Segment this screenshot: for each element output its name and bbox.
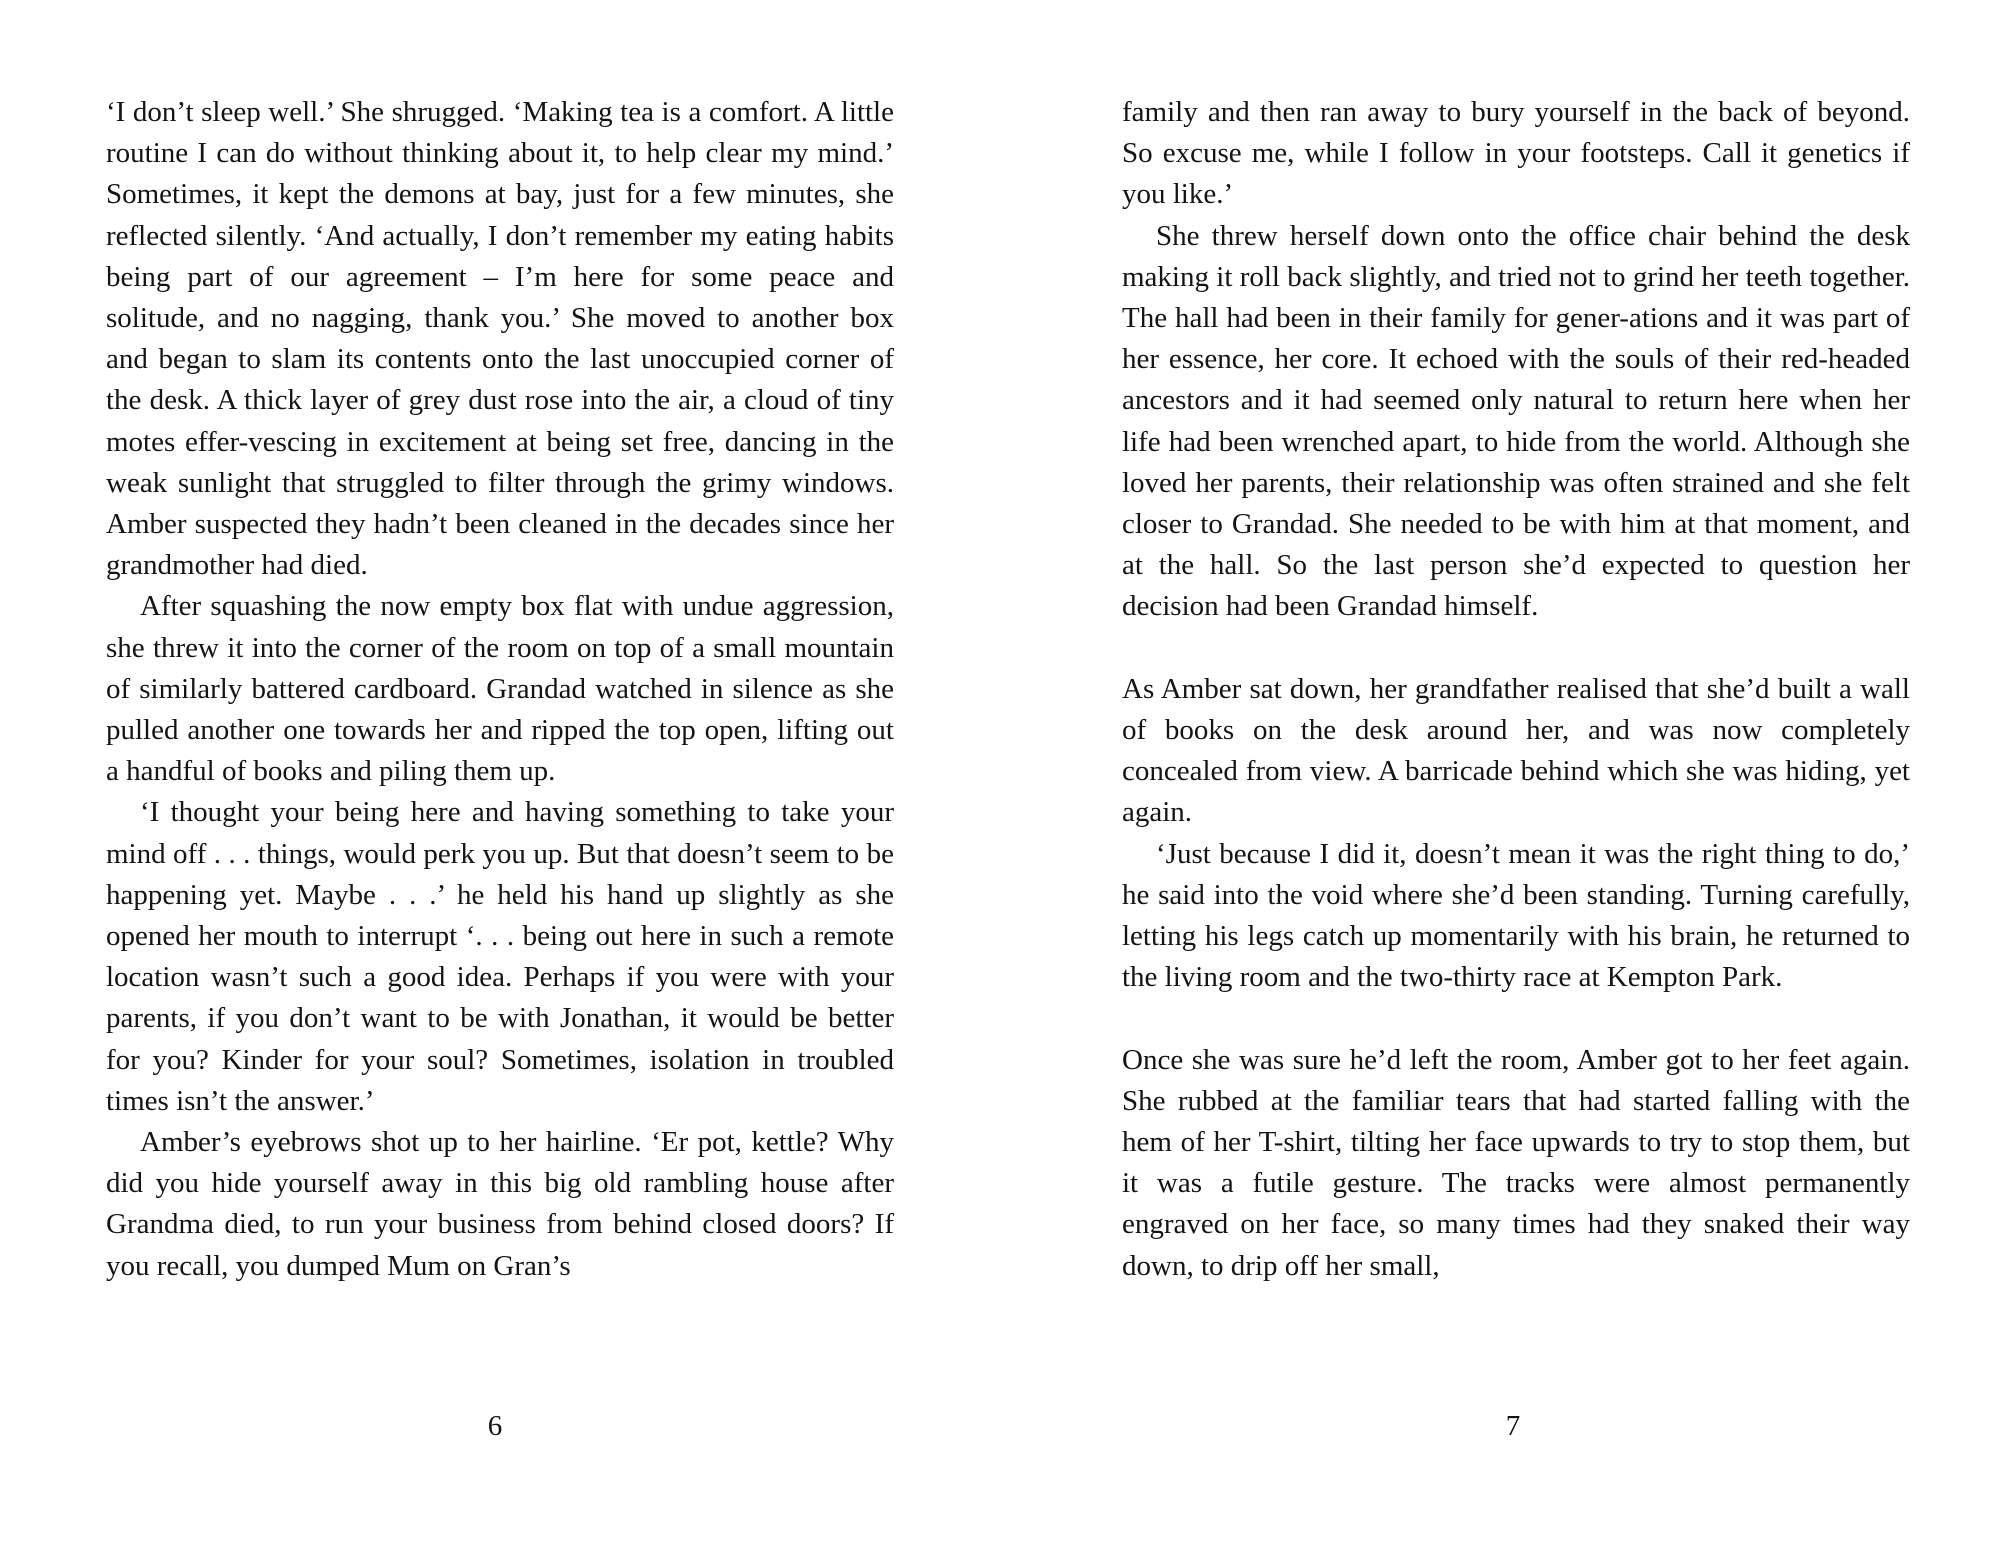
right-paragraph-1: family and then ran away to bury yourself in the back of beyond. So excuse me, while I follow in your footsteps. Call it genetics if you like.’ xyxy=(1122,96,1910,211)
right-paragraph-2: She threw herself down onto the office chair behind the desk making it roll back slightly, and tried not to grind her teeth together. The hall had been in their family for gener-ations and it was part of her essence, her core. It echoed with the souls of their red-headed ancestors and it had seemed only natural to return here when her life had been wrenched apart, to hide from the world. Although she loved her parents, their relationship was often strained and she felt closer to Grandad. She needed to be with him at that moment, and at the hall. So the last person she’d expected to question her decision had been Grandad himself. xyxy=(1122,219,1910,623)
left-page xyxy=(106,92,894,1287)
right-page xyxy=(1122,92,1910,1287)
left-paragraph-3: ‘I thought your being here and having something to take your mind off . . . things, would perk you up. But that doesn’t seem to be happening yet. Maybe . . .’ he held his hand up slightly as she opened her mouth to interrupt ‘. . . being out here in such a remote location wasn’t such a good idea. Perhaps if you were with your parents, if you don’t want to be with Jonathan, it would be better for you? Kinder for your soul? Sometimes, isolation in troubled times isn’t the answer.’ xyxy=(106,796,894,1117)
left-paragraph-4: Amber’s eyebrows shot up to her hairline. ‘Er pot, kettle? Why did you hide yourself away in this big old rambling house after Grandma died, to run your business from behind closed doors? If you recall, you dumped Mum on Gran’s xyxy=(106,1126,894,1282)
left-paragraph-2: After squashing the now empty box flat with undue aggression, she threw it into the corner of the room on top of a small mountain of similarly battered cardboard. Grandad watched in silence as she pulled another one towards her and ripped the top open, lifting out a handful of books and piling them up. xyxy=(106,590,894,788)
left-paragraph-1: ‘I don’t sleep well.’ She shrugged. ‘Making tea is a comfort. A little routine I can do without thinking about it, to help clear my mind.’ Sometimes, it kept the demons at bay, just for a few minutes, she reflected silently. ‘And actually, I don’t remember my eating habits being part of our agreement – I’m here for some peace and solitude, and no nagging, thank you.’ She moved to another box and began to slam its contents onto the last unoccupied corner of the desk. A thick layer of grey dust rose into the air, a cloud of tiny motes effer-vescing in excitement at being set free, dancing in the weak sunlight that struggled to filter through the grimy windows. Amber suspected they hadn’t been cleaned in the decades since her grandmother had died. xyxy=(106,96,894,582)
right-paragraph-4: ‘Just because I did it, doesn’t mean it was the right thing to do,’ he said into the void where she’d been standing. Turning carefully, letting his legs catch up momentarily with his brain, he returned to the living room and the two-thirty race at Kempton Park. xyxy=(1122,837,1910,994)
right-page-number: 7 xyxy=(1505,1410,1521,1442)
left-page-number: 6 xyxy=(487,1410,503,1442)
right-paragraph-3: As Amber sat down, her grandfather realised that she’d built a wall of books on the desk around her, and was now completely concealed from view. A barricade behind which she was hiding, yet again. xyxy=(1122,672,1910,829)
right-paragraph-5: Once she was sure he’d left the room, Amber got to her feet again. She rubbed at the familiar tears that had started falling with the hem of her T-shirt, tilting her face upwards to try to stop them, but it was a futile gesture. The tracks were almost permanently engraved on her face, so many times had they snaked their way down, to drip off her small, xyxy=(1122,1043,1910,1282)
